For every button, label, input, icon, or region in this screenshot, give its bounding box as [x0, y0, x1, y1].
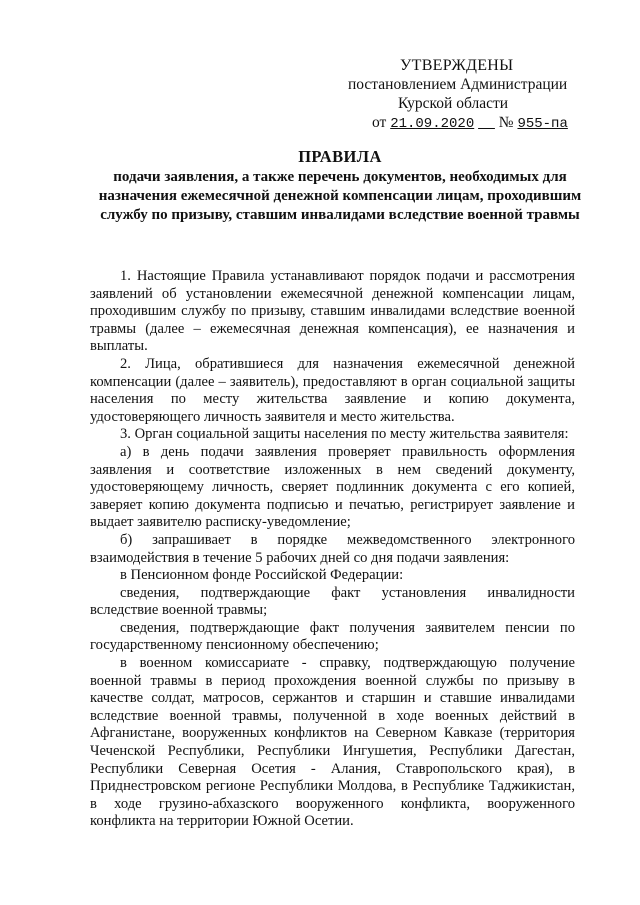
date-prefix: от [372, 114, 387, 131]
paragraph: сведения, подтверждающие факт установления инвалидности вследствие военной травмы; [90, 584, 575, 619]
document-body [90, 268, 575, 831]
paragraph: 3. Орган социальной защиты населения по месту жительства заявителя: [120, 426, 569, 443]
document-title-block [90, 146, 590, 225]
document-subtitle: подачи заявления, а также перечень документов, необходимых для назначения ежемесячной денежной компенсации лицам, проходившим службу по призыву, ставшим инвалидами вследствие военной травмы [98, 169, 582, 223]
number-prefix: № [498, 114, 514, 131]
paragraph: 2. Лица, обратившиеся для назначения ежемесячной денежной компенсации (далее – заявитель), предоставляют в орган социальной защиты населения по месту жительства заявление и копию документа, удостоверяющего личность заявителя и место жительства. [90, 355, 575, 425]
approval-region-line: Курской области [398, 95, 509, 112]
approval-date-line [372, 113, 600, 134]
approval-number: 955-па [517, 116, 568, 132]
paragraph: а) в день подачи заявления проверяет правильность оформления заявления и соответствие изложенных в нем сведений документу, удостоверяющему личность, сверяет подлинник документа с его копией, заверяет копию документа подписью и печатью, регистрирует заявление и выдает заявителю расписку-уведомление; [90, 443, 575, 531]
paragraph: в военном комиссариате - справку, подтверждающую получение военной травмы в период прохождения военной службы по призыву в качестве солдат, матросов, сержантов и старшин и ставшие инвалидами вследствие военной травмы, полученной в ходе военных действий в Афганистане, вооруженных конфликтов на Северном Кавказе (территория Чеченской Республики, Республики Ингушетия, Республики Дагестан, Республики Северная Осетия - Алания, Ставропольского края), в Приднестровском регионе Республики Молдова, в Республике Таджикистан, в ходе грузино-абхазского вооруженного конфликта, вооруженного конфликта на территории Южной Осетии. [90, 655, 575, 830]
paragraph: в Пенсионном фонде Российской Федерации: [120, 567, 404, 584]
approval-date: 21.09.2020 [390, 116, 475, 132]
paragraph: б) запрашивает в порядке межведомственного электронного взаимодействия в течение 5 рабочих дней со дня подачи заявления: [90, 531, 575, 566]
approval-block [340, 56, 600, 134]
approval-heading: УТВЕРЖДЕНЫ [400, 57, 514, 74]
paragraph: 1. Настоящие Правила устанавливают порядок подачи и рассмотрения заявлений об установлении ежемесячной денежной компенсации лицам, проходившим службу по призыву, ставшим инвалидами вследствие военной травмы (далее – ежемесячная денежная компенсация), ее назначения и выплаты. [90, 268, 575, 355]
paragraph: сведения, подтверждающие факт получения заявителем пенсии по государственному пенсионному обеспечению; [90, 619, 575, 654]
document-title: ПРАВИЛА [298, 147, 382, 166]
approval-decree-line: постановлением Администрации [348, 76, 568, 93]
